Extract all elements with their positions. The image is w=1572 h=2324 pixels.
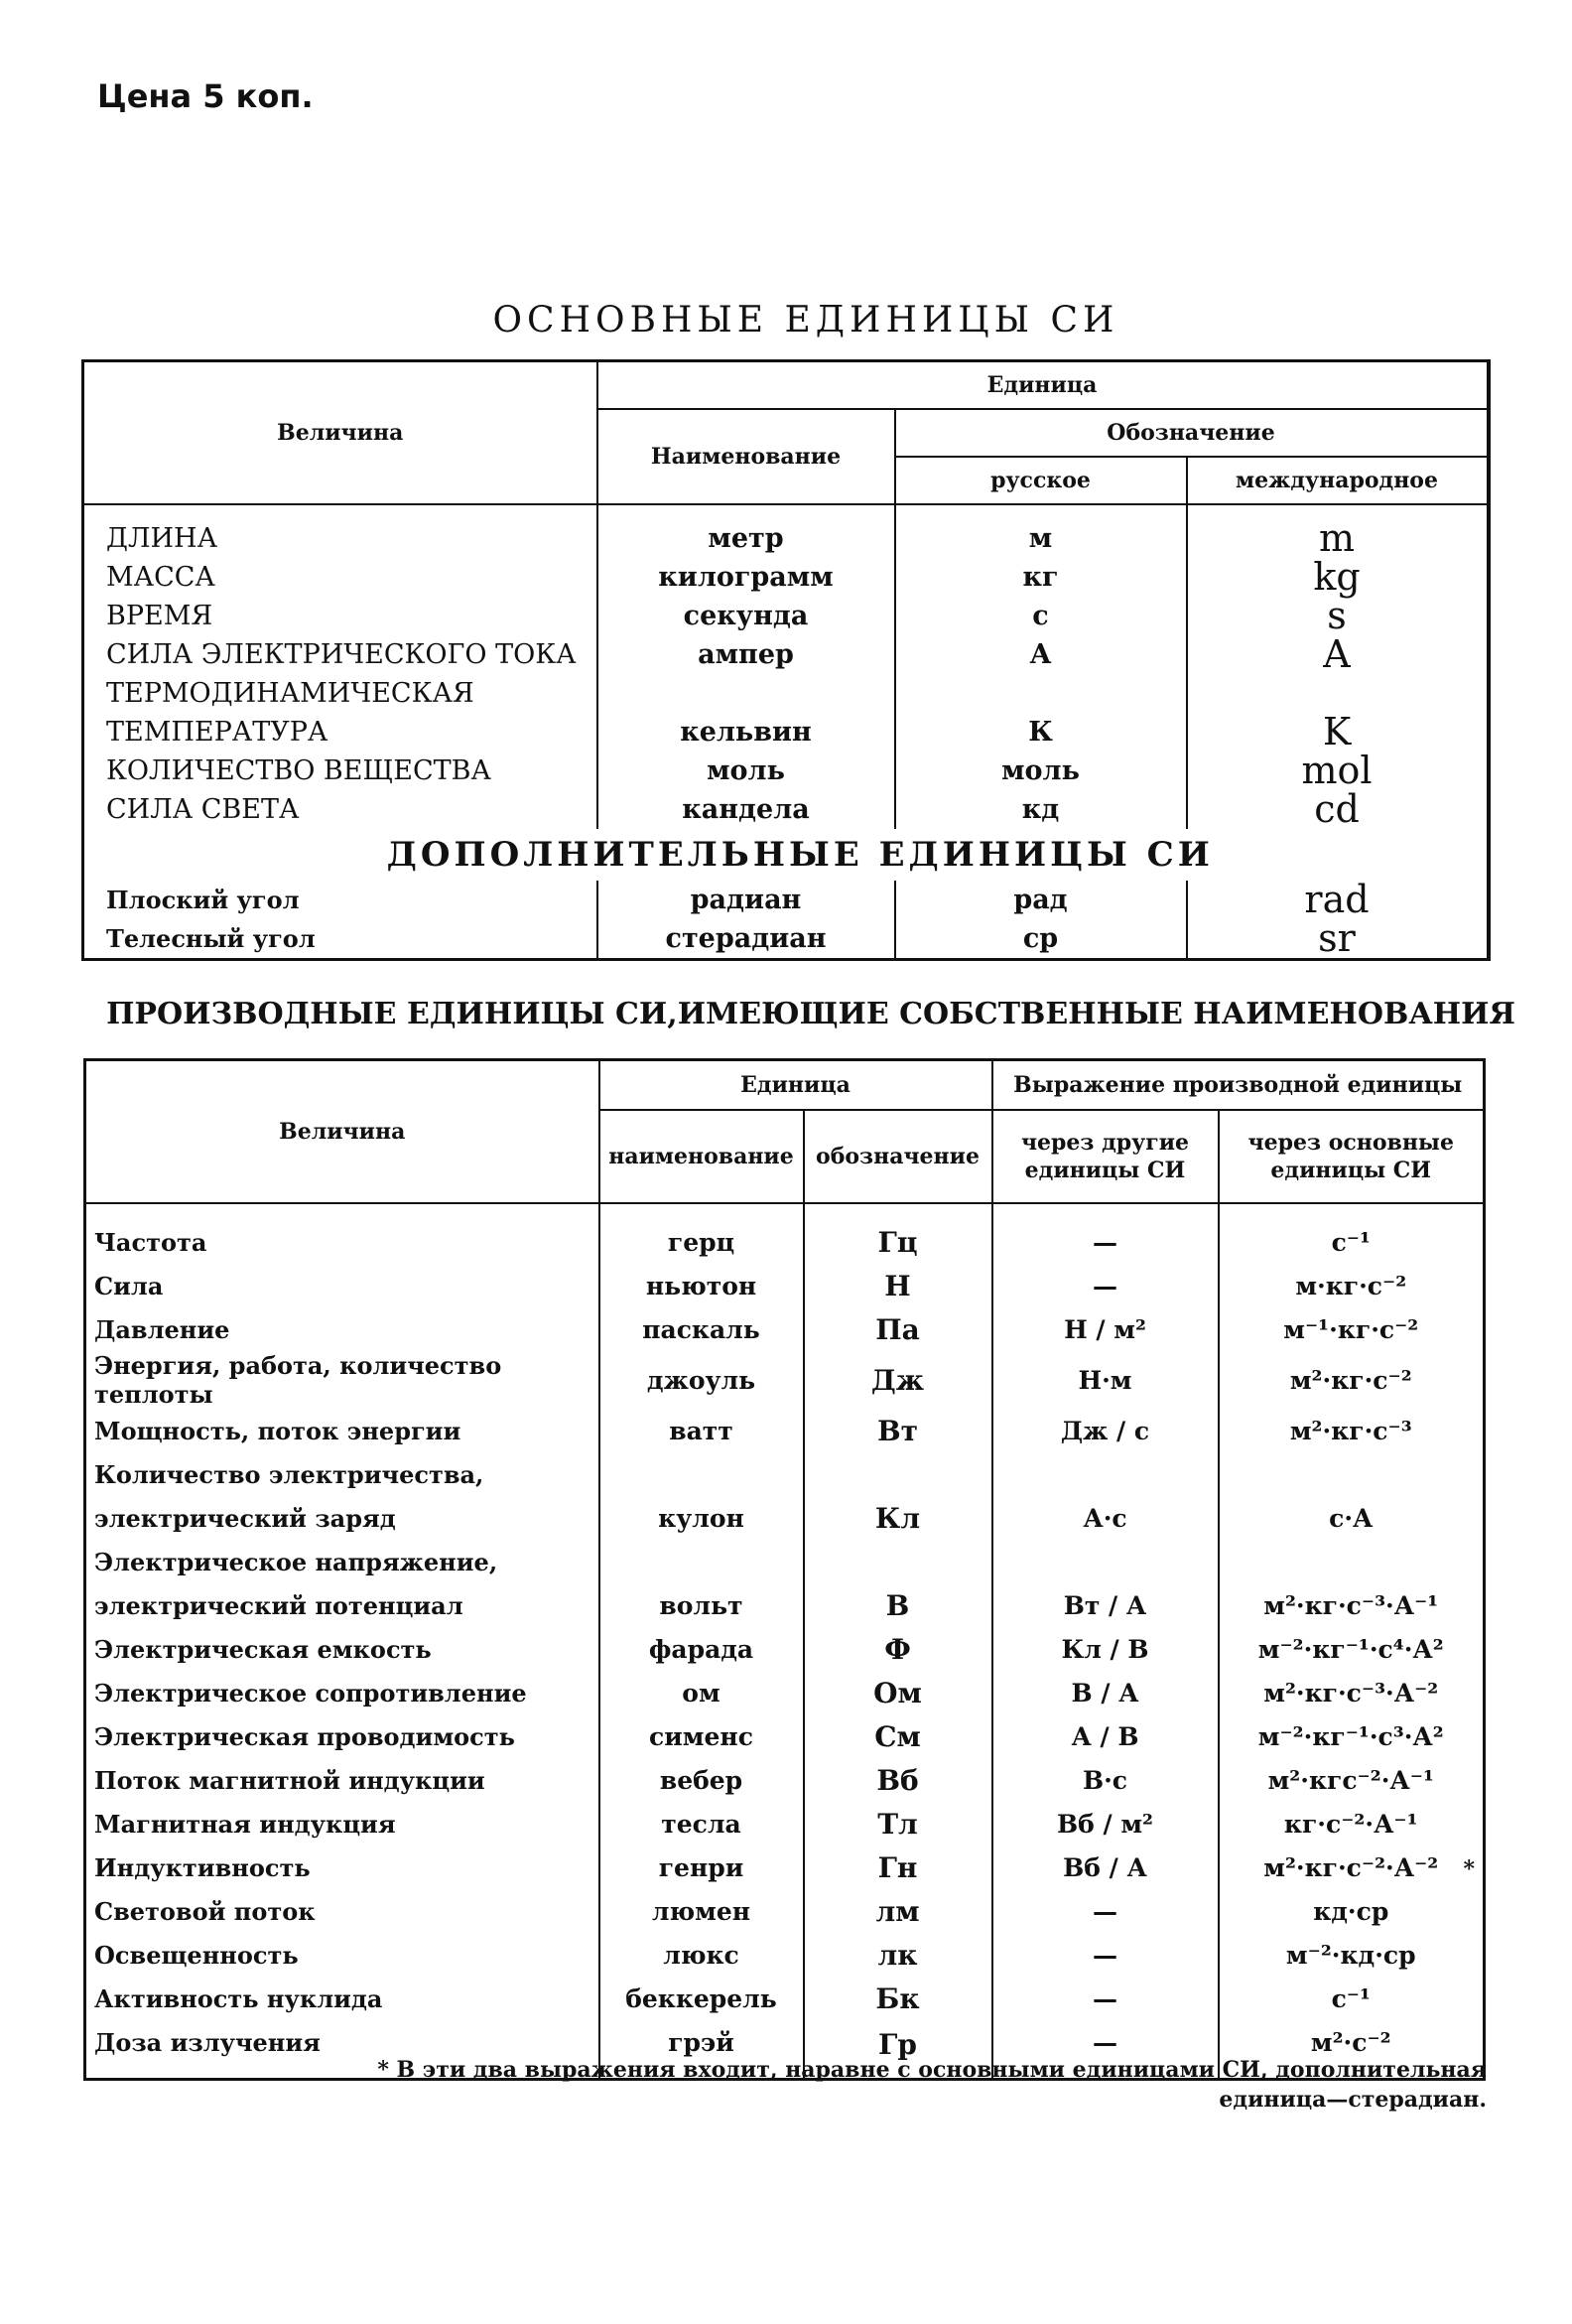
international-symbol-cell [1187, 674, 1489, 713]
russian-symbol-cell: кд [895, 790, 1187, 829]
via-base-cell: м·кг·с⁻² [1219, 1264, 1485, 1307]
via-other-cell: — [992, 1933, 1219, 1977]
via-base-cell: м⁻²·кг⁻¹·с³·А² [1219, 1714, 1485, 1758]
unit-symbol-cell: Н [804, 1264, 992, 1307]
quantity-cell: Световой поток [94, 1896, 316, 1926]
international-symbol-cell: kg [1187, 558, 1489, 597]
unit-name-cell: люмен [599, 1889, 804, 1933]
header-quantity: Величина [83, 361, 597, 505]
quantity-cell: Поток магнитной индукции [94, 1765, 485, 1795]
via-base-cell: м²·кг·с⁻³·А⁻² [1219, 1671, 1485, 1714]
unit-name-cell: вольт [599, 1583, 804, 1627]
table-row [85, 1758, 1485, 1802]
table-row [83, 790, 1489, 829]
via-other-cell: — [992, 1889, 1219, 1933]
table-row [85, 1264, 1485, 1307]
unit-name-cell: ампер [597, 635, 895, 674]
unit-name-cell: генри [599, 1846, 804, 1889]
unit-name-cell: грэй [599, 2020, 804, 2080]
via-other-cell: В·с [992, 1758, 1219, 1802]
header-name: Наименование [597, 409, 895, 504]
via-base-cell: кг·с⁻²·А⁻¹ [1219, 1802, 1485, 1846]
table-row [85, 1351, 1485, 1409]
quantity-cell: Активность нуклида [94, 1983, 383, 2013]
via-other-cell [992, 1540, 1219, 1583]
unit-symbol-cell: Гн [804, 1846, 992, 1889]
via-other-cell: А / В [992, 1714, 1219, 1758]
footnote [377, 2055, 1487, 2115]
unit-symbol-cell: Тл [804, 1802, 992, 1846]
quantity-cell: Количество электричества, [94, 1459, 484, 1489]
quantity-cell: Сила [94, 1271, 164, 1300]
table-row [85, 1802, 1485, 1846]
via-other-cell: Н·м [992, 1351, 1219, 1409]
table-row [83, 881, 1489, 919]
via-base-cell: с⁻¹ [1219, 1220, 1485, 1264]
unit-name-cell [597, 674, 895, 713]
table-row [85, 1889, 1485, 1933]
via-other-cell: — [992, 2020, 1219, 2080]
unit-symbol-cell: Ом [804, 1671, 992, 1714]
via-base-cell: м⁻²·кд·ср [1219, 1933, 1485, 1977]
russian-symbol-cell: А [895, 635, 1187, 674]
quantity-cell: Электрическая проводимость [94, 1721, 515, 1751]
russian-symbol-cell [895, 674, 1187, 713]
unit-name-cell: кельвин [597, 713, 895, 752]
additional-units-title: ДОПОЛНИТЕЛЬНЫЕ ЕДИНИЦЫ СИ [386, 834, 1214, 875]
quantity-cell: Энергия, работа, количество теплоты [94, 1351, 502, 1409]
russian-symbol-cell: К [895, 713, 1187, 752]
international-symbol-cell: m [1187, 519, 1489, 558]
unit-symbol-cell: Гц [804, 1220, 992, 1264]
via-base-cell: м²·кг·с⁻³ [1219, 1409, 1485, 1452]
quantity-cell: Индуктивность [94, 1852, 311, 1882]
via-other-cell: — [992, 1977, 1219, 2020]
quantity-cell: Электрическая емкость [94, 1634, 432, 1664]
quantity-cell: ДЛИНА [106, 523, 218, 554]
unit-symbol-cell: См [804, 1714, 992, 1758]
derived-units-title: ПРОИЗВОДНЫЕ ЕДИНИЦЫ СИ,ИМЕЮЩИЕ СОБСТВЕННЫЕ НАИМЕНОВАНИЯ [106, 997, 1515, 1031]
unit-name-cell: ватт [599, 1409, 804, 1452]
via-base-cell: м²·кг·с⁻² [1219, 1351, 1485, 1409]
table-row [85, 1307, 1485, 1351]
header-via-base: через основные единицы СИ [1219, 1110, 1485, 1203]
asterisk-mark: * [1463, 1856, 1475, 1882]
via-base-cell: м²·кг·с⁻³·А⁻¹ [1219, 1583, 1485, 1627]
header-symbol: обозначение [804, 1110, 992, 1203]
unit-name-cell: паскаль [599, 1307, 804, 1351]
unit-name-cell: метр [597, 519, 895, 558]
via-other-cell [992, 1452, 1219, 1496]
russian-symbol-cell: с [895, 597, 1187, 635]
table-row [83, 635, 1489, 674]
via-base-cell: м⁻²·кг⁻¹·с⁴·А² [1219, 1627, 1485, 1671]
unit-symbol-cell [804, 1540, 992, 1583]
quantity-cell: электрический потенциал [94, 1590, 463, 1620]
base-units-title: ОСНОВНЫЕ ЕДИНИЦЫ СИ [492, 300, 1119, 341]
unit-name-cell: ньютон [599, 1264, 804, 1307]
unit-name-cell: ом [599, 1671, 804, 1714]
quantity-cell: ВРЕМЯ [106, 601, 213, 631]
unit-symbol-cell: Бк [804, 1977, 992, 2020]
table-row [83, 713, 1489, 752]
base-units-table [81, 359, 1491, 961]
table-row [85, 1846, 1485, 1889]
quantity-cell: Освещенность [94, 1940, 299, 1970]
via-other-cell: В / А [992, 1671, 1219, 1714]
via-other-cell: Дж / с [992, 1409, 1219, 1452]
unit-symbol-cell: лм [804, 1889, 992, 1933]
via-base-cell: м²·кгс⁻²·А⁻¹ [1219, 1758, 1485, 1802]
derived-units-table [83, 1058, 1486, 2081]
quantity-cell: Электрическое напряжение, [94, 1547, 498, 1576]
unit-symbol-cell: Дж [804, 1351, 992, 1409]
unit-symbol-cell [804, 1452, 992, 1496]
table-row [85, 1452, 1485, 1496]
international-symbol-cell: rad [1187, 881, 1489, 919]
quantity-cell: электрический заряд [94, 1503, 396, 1533]
table-row [85, 1933, 1485, 1977]
quantity-cell: Электрическое сопротивление [94, 1678, 527, 1708]
unit-name-cell: герц [599, 1220, 804, 1264]
quantity-cell: КОЛИЧЕСТВО ВЕЩЕСТВА [106, 755, 491, 786]
quantity-cell: Телесный угол [106, 924, 316, 953]
footnote-line: * В эти два выражения входит, наравне с основными единицами СИ, дополнительная [377, 2057, 1487, 2083]
header-quantity: Величина [85, 1060, 599, 1204]
via-other-cell: А·с [992, 1496, 1219, 1540]
header-russian: русское [895, 457, 1187, 504]
quantity-cell: Давление [94, 1314, 230, 1344]
international-symbol-cell: K [1187, 713, 1489, 752]
unit-symbol-cell: Кл [804, 1496, 992, 1540]
table-row [85, 1977, 1485, 2020]
table-row [83, 519, 1489, 558]
international-symbol-cell: cd [1187, 790, 1489, 829]
russian-symbol-cell: ср [895, 919, 1187, 960]
via-other-cell: Вт / А [992, 1583, 1219, 1627]
header-name: наименование [599, 1110, 804, 1203]
unit-symbol-cell: Па [804, 1307, 992, 1351]
footnote-line: единица—стерадиан. [1219, 2087, 1487, 2113]
unit-symbol-cell: В [804, 1583, 992, 1627]
via-other-cell: Кл / В [992, 1627, 1219, 1671]
via-other-cell: — [992, 1264, 1219, 1307]
unit-symbol-cell: лк [804, 1933, 992, 1977]
unit-name-cell: беккерель [599, 1977, 804, 2020]
unit-symbol-cell: Вб [804, 1758, 992, 1802]
unit-symbol-cell: Гр [804, 2020, 992, 2080]
unit-name-cell: стерадиан [597, 919, 895, 960]
table-row [85, 1540, 1485, 1583]
quantity-cell: Магнитная индукция [94, 1809, 396, 1839]
unit-name-cell: моль [597, 752, 895, 790]
table-row [85, 1627, 1485, 1671]
via-other-cell: — [992, 1220, 1219, 1264]
quantity-cell: Мощность, поток энергии [94, 1416, 461, 1445]
international-symbol-cell: sr [1187, 919, 1489, 960]
header-unit: Единица [597, 361, 1489, 410]
unit-name-cell: сименс [599, 1714, 804, 1758]
header-expression: Выражение производной единицы [992, 1060, 1485, 1111]
russian-symbol-cell: кг [895, 558, 1187, 597]
unit-name-cell: вебер [599, 1758, 804, 1802]
international-symbol-cell: mol [1187, 752, 1489, 790]
quantity-cell: СИЛА ЭЛЕКТРИЧЕСКОГО ТОКА [106, 639, 577, 670]
quantity-cell: Доза излучения [94, 2028, 321, 2057]
table-row [85, 1714, 1485, 1758]
quantity-cell: ТЕРМОДИНАМИЧЕСКАЯ [106, 678, 474, 709]
unit-name-cell: тесла [599, 1802, 804, 1846]
table-row [83, 558, 1489, 597]
russian-symbol-cell: рад [895, 881, 1187, 919]
table-row [85, 1220, 1485, 1264]
via-base-cell: кд·ср [1219, 1889, 1485, 1933]
via-other-cell: Н / м² [992, 1307, 1219, 1351]
table-row [83, 597, 1489, 635]
unit-name-cell: джоуль [599, 1351, 804, 1409]
table-row [83, 674, 1489, 713]
unit-symbol-cell: Вт [804, 1409, 992, 1452]
unit-symbol-cell: Ф [804, 1627, 992, 1671]
international-symbol-cell: s [1187, 597, 1489, 635]
quantity-cell: МАССА [106, 562, 215, 593]
header-international: международное [1187, 457, 1489, 504]
table-row [85, 1671, 1485, 1714]
via-other-cell: Вб / А [992, 1846, 1219, 1889]
quantity-cell: Частота [94, 1227, 207, 1257]
unit-name-cell: килограмм [597, 558, 895, 597]
via-other-cell: Вб / м² [992, 1802, 1219, 1846]
via-base-cell: м⁻¹·кг·с⁻² [1219, 1307, 1485, 1351]
header-via-other: через другие единицы СИ [992, 1110, 1219, 1203]
header-symbol: Обозначение [895, 409, 1489, 457]
table-row [85, 1583, 1485, 1627]
via-base-cell: с·А [1219, 1496, 1485, 1540]
via-base-cell [1219, 1540, 1485, 1583]
table-row [83, 752, 1489, 790]
table-row [85, 1409, 1485, 1452]
unit-name-cell: фарада [599, 1627, 804, 1671]
via-base-cell: м²·кг·с⁻²·А⁻² [1219, 1846, 1485, 1889]
unit-name-cell: секунда [597, 597, 895, 635]
price-label: Цена 5 коп. [97, 77, 314, 115]
international-symbol-cell: A [1187, 635, 1489, 674]
russian-symbol-cell: моль [895, 752, 1187, 790]
unit-name-cell: радиан [597, 881, 895, 919]
unit-name-cell: кулон [599, 1496, 804, 1540]
quantity-cell: СИЛА СВЕТА [106, 794, 300, 825]
quantity-cell: ТЕМПЕРАТУРА [106, 717, 328, 748]
unit-name-cell [599, 1540, 804, 1583]
unit-name-cell: кандела [597, 790, 895, 829]
table-row [85, 1496, 1485, 1540]
via-base-cell: с⁻¹ [1219, 1977, 1485, 2020]
table-row [83, 919, 1489, 960]
unit-name-cell [599, 1452, 804, 1496]
russian-symbol-cell: м [895, 519, 1187, 558]
header-unit: Единица [599, 1060, 992, 1111]
quantity-cell: Плоский угол [106, 886, 300, 914]
via-base-cell: м²·с⁻² [1219, 2020, 1485, 2080]
via-base-cell [1219, 1452, 1485, 1496]
unit-name-cell: люкс [599, 1933, 804, 1977]
